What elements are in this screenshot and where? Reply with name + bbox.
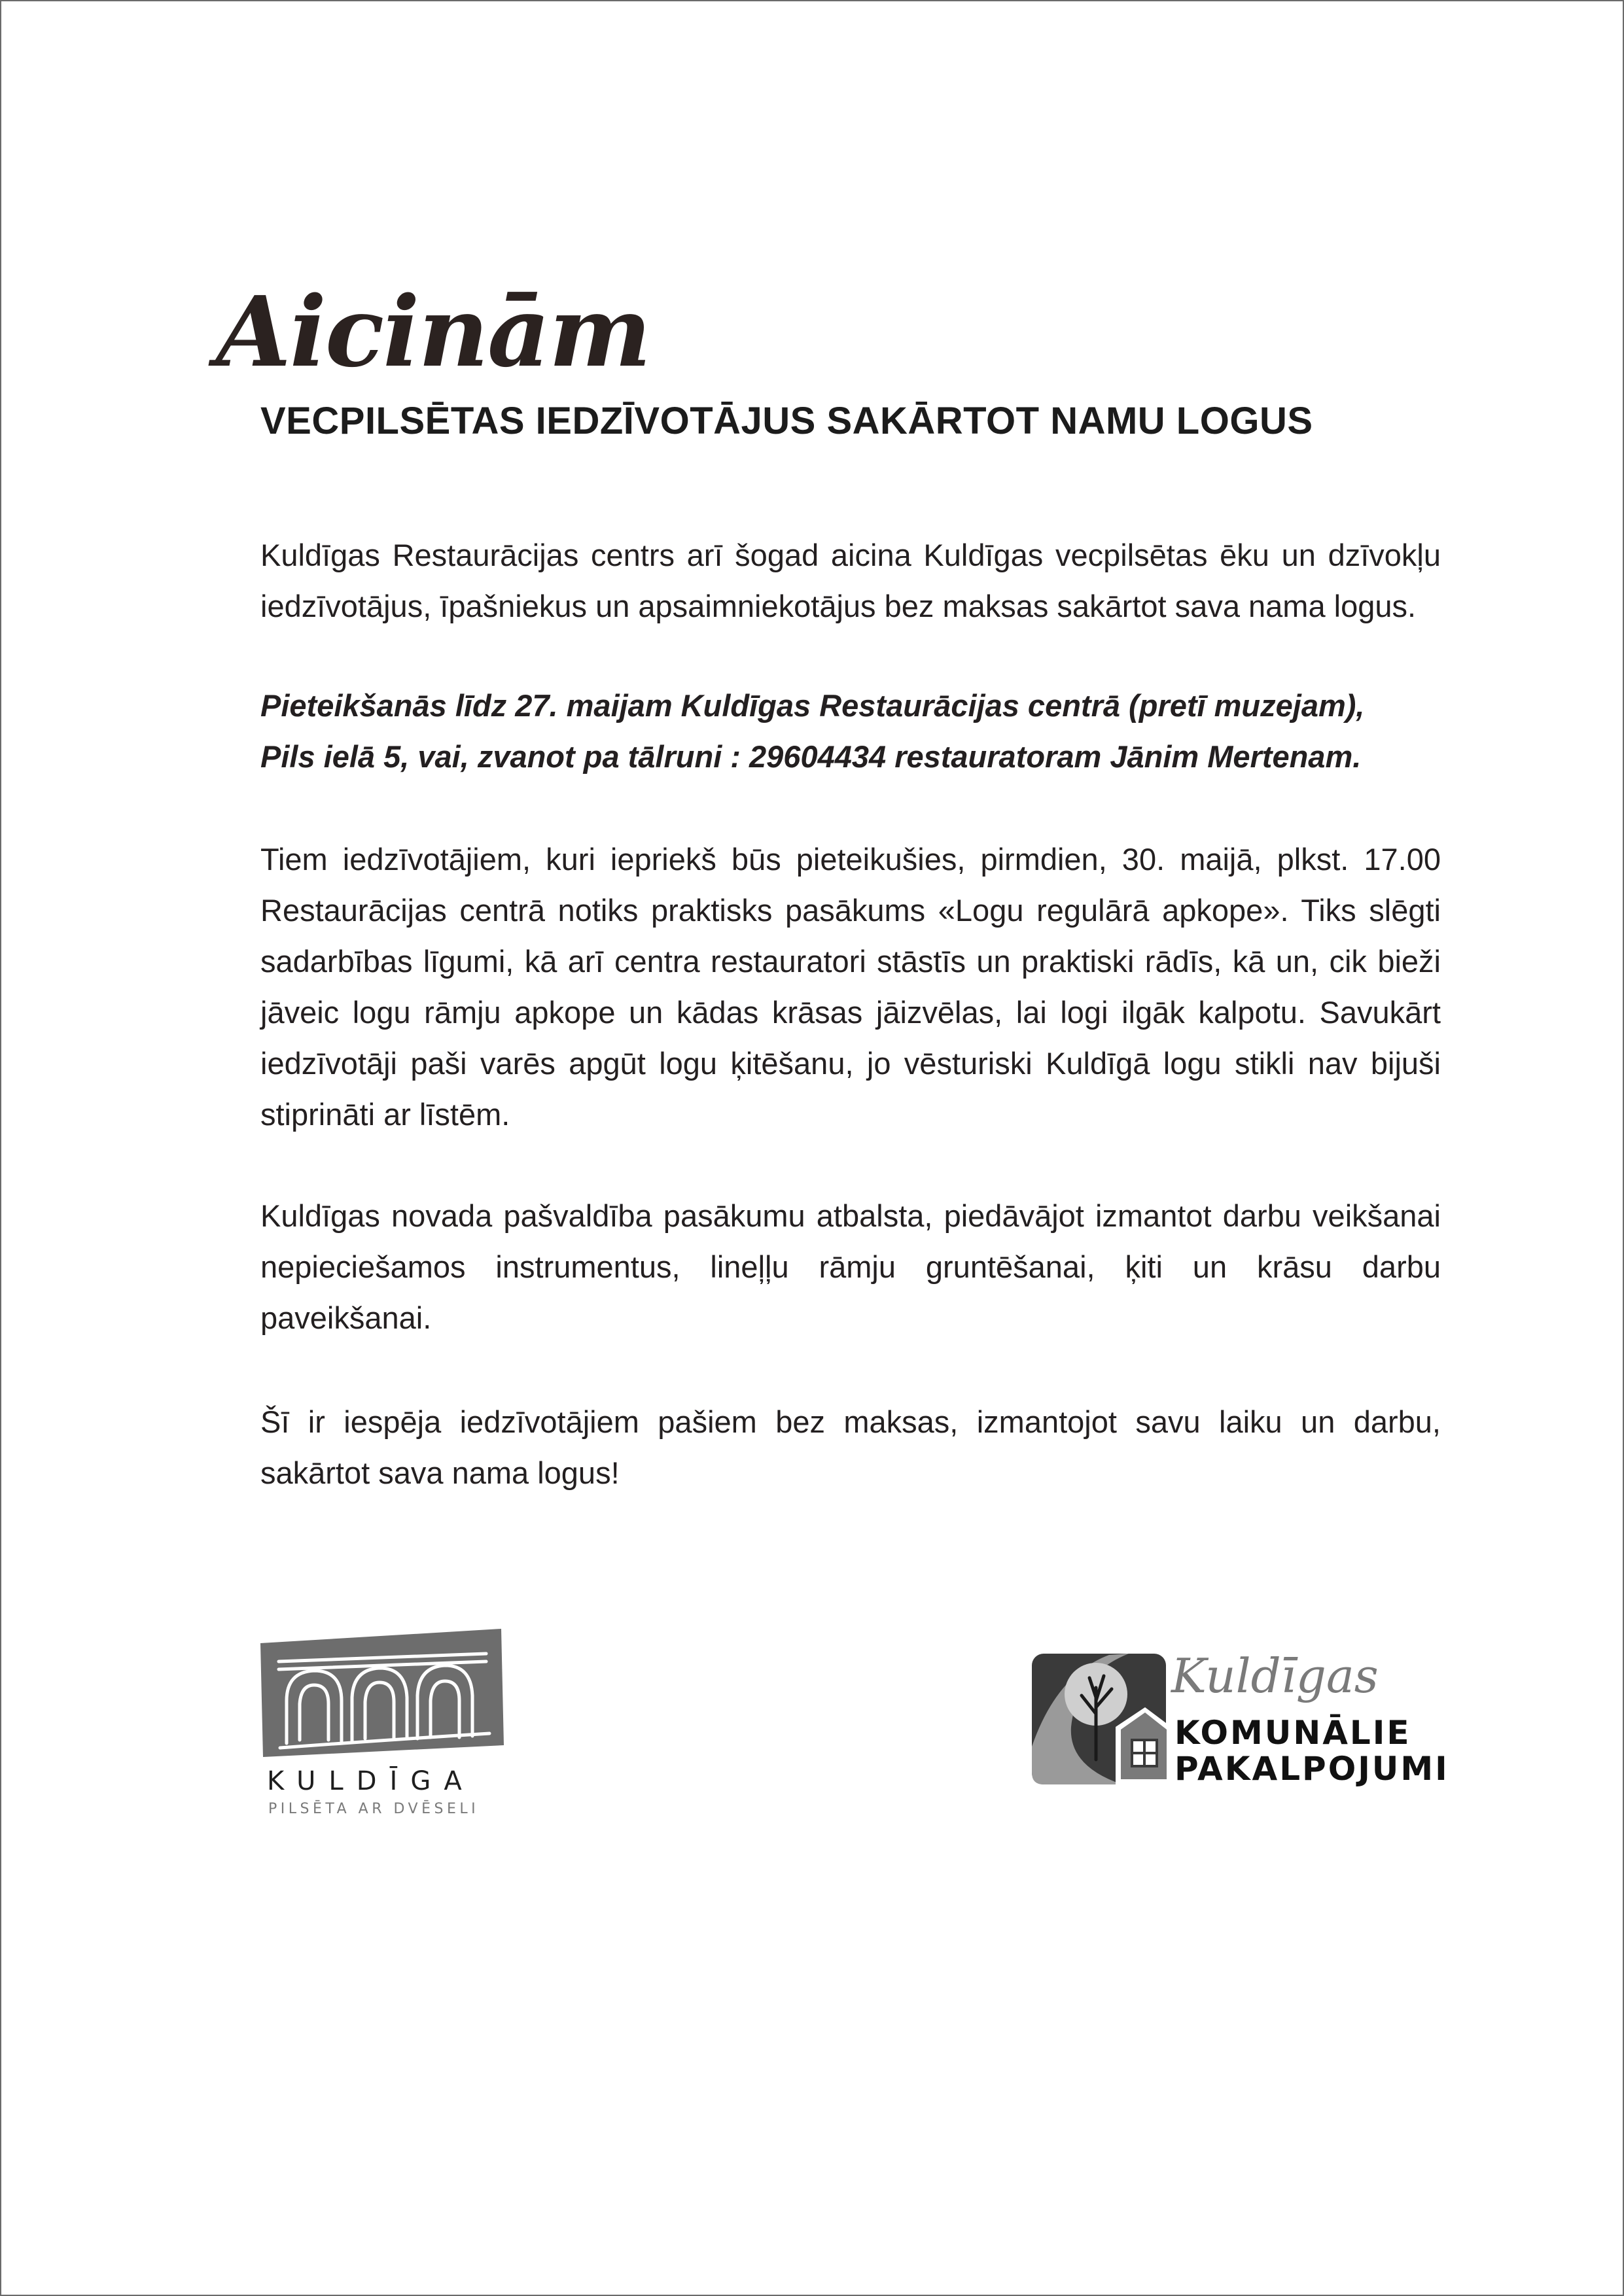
kuldiga-logo-tagline: PILSĒTA AR DVĒSELI [268, 1801, 480, 1817]
closing-paragraph: Šī ir iespēja iedzīvotājiem pašiem bez maksas, izmantojot savu laiku un darbu, sakārtot sava nama logus! [260, 1404, 1441, 1490]
tree-house-icon [1031, 1648, 1171, 1789]
registration-line-2: Pils ielā 5, vai, zvanot pa tālruni : 29604434 restauratoram Jānim Mertenam. [260, 739, 1362, 774]
kp-logo-line2: PAKALPOJUMI [1174, 1750, 1449, 1788]
event-paragraph: Tiem iedzīvotājiem, kuri iepriekš būs pieteikušies, pirmdien, 30. maijā, plkst. 17.00 Restaurācijas centrā notiks praktisks pasākums «Logu regulārā apkope». Tiks slēgti sadarbības līgumi, kā arī centra restauratori stāstīs un praktiski rādīs, kā un, cik bieži jāveic logu rāmju apkope un kādas krāsas jāizvēlas, lai logi ilgāk kalpotu. Savukārt iedzīvotāji paši varēs apgūt logu ķitēšanu, jo vēsturiski Kuldīgā logu stikli nav bijuši stiprināti ar līstēm. [260, 842, 1441, 1132]
page-title: Aicinām [216, 275, 650, 389]
registration-paragraph [260, 680, 1441, 782]
komunalie-pakalpojumi-logo [1031, 1648, 1449, 1792]
kp-logo-line1: KOMUNĀLIE [1174, 1714, 1411, 1752]
arched-bridge-icon [260, 1629, 509, 1760]
support-paragraph: Kuldīgas novada pašvaldība pasākumu atbalsta, piedāvājot izmantot darbu veikšanai nepieciešamos instrumentus, lineļļu rāmju gruntēšanai, ķiti un krāsu darbu paveikšanai. [260, 1198, 1441, 1335]
intro-paragraph: Kuldīgas Restaurācijas centrs arī šogad aicina Kuldīgas vecpilsētas ēku un dzīvokļu iedzīvotājus, īpašniekus un apsaimniekotājus bez maksas sakārtot sava nama logus. [260, 538, 1441, 623]
kuldiga-city-logo [260, 1629, 509, 1825]
headline: VECPILSĒTAS IEDZĪVOTĀJUS SAKĀRTOT NAMU LOGUS [260, 400, 1313, 442]
kuldiga-logo-name: KULDĪGA [267, 1766, 475, 1796]
kp-logo-script: Kuldīgas [1171, 1648, 1379, 1703]
registration-line-1: Pieteikšanās līdz 27. maijam Kuldīgas Restaurācijas centrā (pretī muzejam), [260, 688, 1365, 723]
